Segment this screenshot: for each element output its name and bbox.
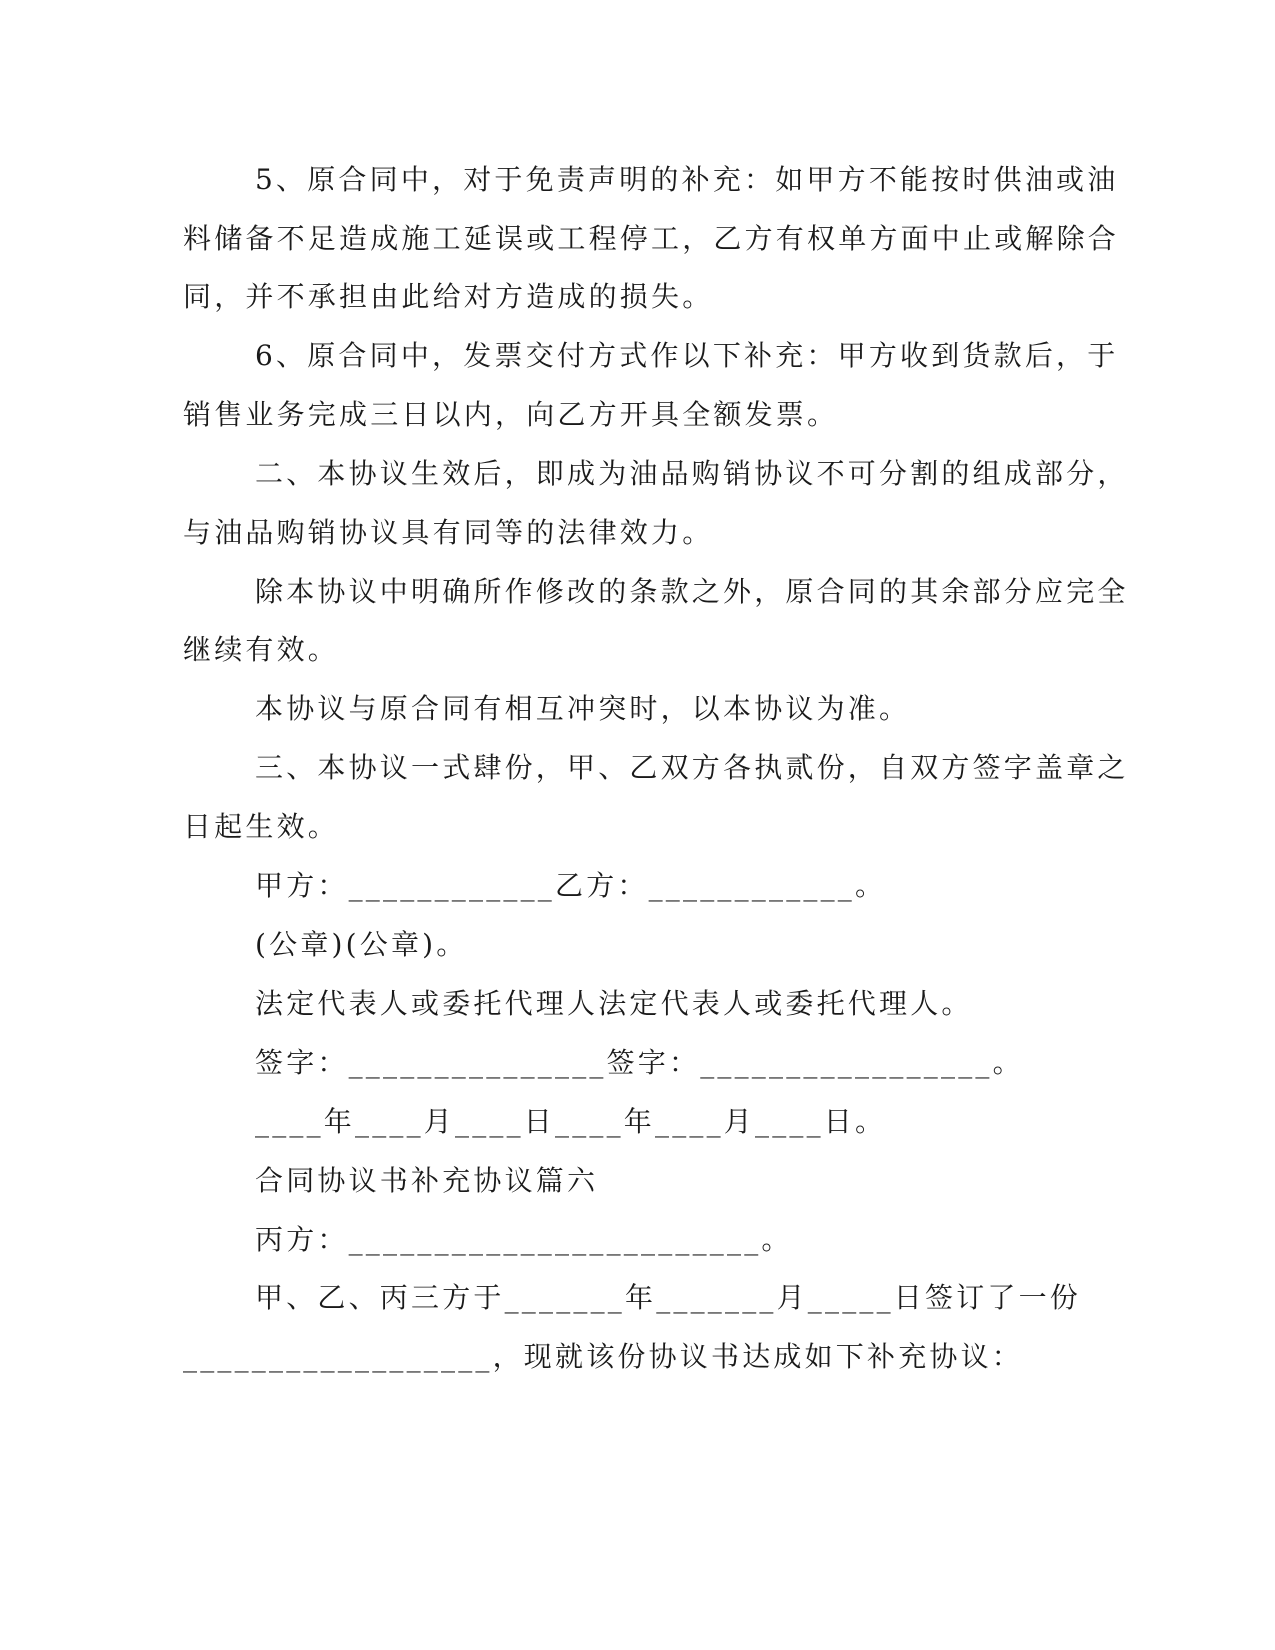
date-line: ____年____月____日____年____月____日。 — [255, 1105, 887, 1138]
party-signature-line: 甲方：____________乙方：____________。 — [255, 869, 887, 902]
clause-6-line-2: 销售业务完成三日以内，向乙方开具全额发票。 — [183, 398, 839, 431]
remaining-clauses-line-1: 除本协议中明确所作修改的条款之外，原合同的其余部分应完全 — [255, 575, 1129, 608]
representative-line: 法定代表人或委托代理人法定代表人或委托代理人。 — [255, 987, 973, 1020]
seal-line: (公章)(公章)。 — [255, 928, 468, 961]
section-2-line-2: 与油品购销协议具有同等的法律效力。 — [183, 516, 714, 549]
agreement-intro-line-2: __________________，现就该份协议书达成如下补充协议： — [183, 1340, 1024, 1373]
party-c-line: 丙方：________________________。 — [255, 1223, 793, 1256]
conflict-clause: 本协议与原合同有相互冲突时，以本协议为准。 — [255, 692, 911, 725]
section-3-line-1: 三、本协议一式肆份，甲、乙双方各执贰份，自双方签字盖章之 — [255, 751, 1129, 784]
remaining-clauses-line-2: 继续有效。 — [183, 633, 340, 666]
clause-5-line-2: 料储备不足造成施工延误或工程停工，乙方有权单方面中止或解除合 — [183, 222, 1120, 255]
agreement-intro-line-1: 甲、乙、丙三方于_______年_______月_____日签订了一份 — [255, 1281, 1082, 1314]
sign-line: 签字：_______________签字：_________________。 — [255, 1046, 1024, 1079]
clause-6-line-1: 6、原合同中，发票交付方式作以下补充：甲方收到货款后，于 — [255, 339, 1119, 372]
section-2-line-1: 二、本协议生效后，即成为油品购销协议不可分割的组成部分， — [255, 457, 1129, 490]
section-heading: 合同协议书补充协议篇六 — [255, 1164, 599, 1197]
section-3-line-2: 日起生效。 — [183, 810, 340, 843]
clause-5-line-1: 5、原合同中，对于免责声明的补充：如甲方不能按时供油或油 — [255, 163, 1119, 196]
clause-5-line-3: 同，并不承担由此给对方造成的损失。 — [183, 280, 714, 313]
